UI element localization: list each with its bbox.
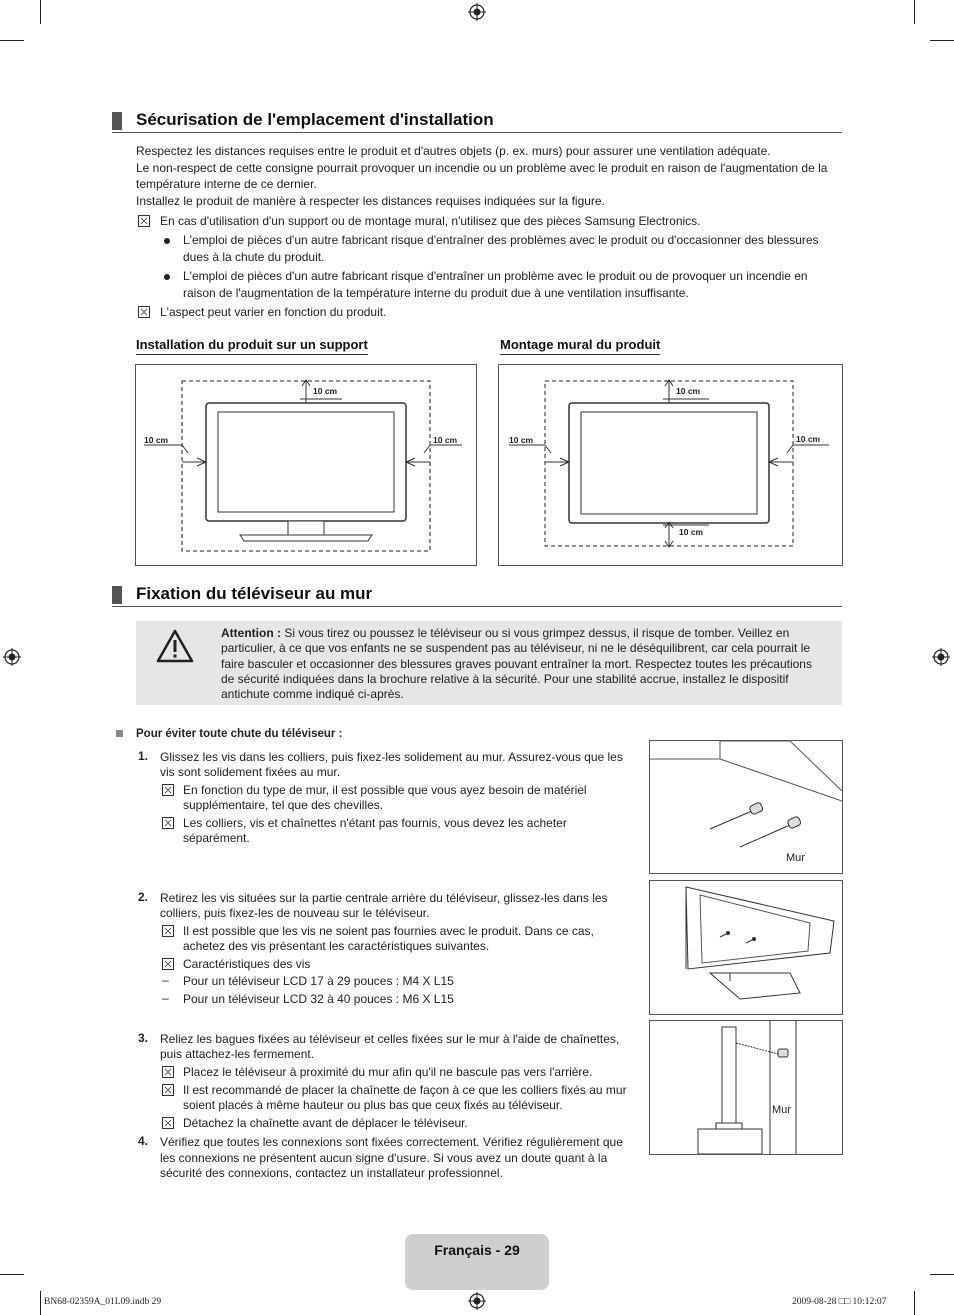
note-line: soient placés à même hauteur ou plus bas que ceux fixés au téléviseur.: [183, 1098, 563, 1112]
crop-mark: [914, 1291, 915, 1315]
note-line: Placez le téléviseur à proximité du mur afin qu'il ne bascule pas vers l'arrière.: [183, 1065, 593, 1079]
note-line: achetez des vis présentant les caractéristiques suivantes.: [183, 939, 490, 953]
intro-line: température interne de ce dernier.: [136, 177, 317, 191]
print-slug-right: 2009-08-28 □□ 10:12:07: [792, 1297, 887, 1307]
figure-title-stand: Installation du produit sur un support: [136, 337, 368, 355]
warning-line: de sécurité indiquées dans la brochure relative à la sécurité. Pour une stabilité accrue, installez le dispositif: [221, 672, 789, 686]
note-line: En fonction du type de mur, il est possible que vous ayez besoin de matériel: [183, 783, 587, 797]
note-line: Détachez la chaînette avant de déplacer le téléviseur.: [183, 1116, 468, 1130]
distance-label: 10 cm: [433, 435, 458, 445]
spec-line: Pour un téléviseur LCD 17 à 29 pouces : M4 X L15: [183, 974, 454, 988]
intro-line: Respectez les distances requises entre le produit et d'autres objets (p. ex. murs) pour assurer une ventilation adéquate.: [136, 144, 771, 158]
bullet-line: L'emploi de pièces d'un autre fabricant risque d'entraîner des problèmes avec le produit ou d'occasionner des blessures: [183, 233, 819, 247]
section-title: Fixation du téléviseur au mur: [136, 584, 373, 603]
tv-back-illustration: [649, 880, 843, 1015]
crop-mark: [0, 40, 24, 41]
registration-mark-icon: [468, 3, 486, 21]
wall-clearance-diagram: [498, 364, 843, 566]
bullet-line: raison de l'augmentation de la température interne du produit due à une ventilation insuffisante.: [183, 286, 689, 300]
crop-mark: [40, 1291, 41, 1315]
intro-line: Installez le produit de manière à respecter les distances requises indiquées sur la figure.: [136, 194, 605, 208]
stand-clearance-diagram: [135, 364, 477, 566]
distance-label: 10 cm: [144, 435, 169, 445]
step-line: sécurité des connexions, contactez un installateur professionnel.: [160, 1166, 503, 1180]
registration-mark-icon: [932, 648, 950, 666]
warning-line: [221, 625, 789, 641]
mur-label: Mur: [772, 1104, 791, 1116]
distance-label: 10 cm: [676, 386, 701, 396]
note-line: Il est possible que les vis ne soient pas fournies avec le produit. Dans ce cas,: [183, 924, 594, 938]
note-line: supplémentaire, tel que des chevilles.: [183, 798, 384, 812]
section-marker: [112, 112, 122, 130]
note-icon: [162, 784, 174, 796]
figure-title-wall: Montage mural du produit: [500, 337, 660, 355]
note-text: En cas d'utilisation d'un support ou de montage mural, n'utilisez que des pièces Samsung Electronics.: [160, 214, 701, 228]
page-number: Français - 29: [434, 1242, 520, 1258]
step-line: les connexions ne présentent aucun signe d'usure. Si vous avez un doute quant à la: [160, 1151, 608, 1165]
registration-mark-icon: [3, 648, 21, 666]
step-line: Glissez les vis dans les colliers, puis fixez-les solidement au mur. Assurez-vous que les: [160, 750, 623, 764]
distance-label: 10 cm: [796, 434, 821, 444]
dash-icon: –: [162, 991, 169, 1005]
note-line: Il est recommandé de placer la chaînette de façon à ce que les colliers fixés au mur: [183, 1083, 627, 1097]
warning-line: particulier, à ce que vos enfants ne se suspendent pas au téléviseur, ni ne le déséquilibrent, car cela pourrait le: [221, 641, 811, 655]
warning-text: Si vous tirez ou poussez le téléviseur ou si vous grimpez dessus, il risque de tomber. Veillez en: [284, 626, 790, 640]
warning-line: faire basculer et occasionner des blessures graves pouvant entraîner la mort. Respectez toutes les précautions: [221, 657, 812, 671]
note-icon: [138, 215, 150, 227]
step-number: 4.: [138, 1134, 149, 1148]
section-header: [112, 110, 842, 133]
note-line: Caractéristiques des vis: [183, 957, 311, 971]
distance-label: 10 cm: [509, 435, 534, 445]
bullet-icon: [164, 274, 170, 280]
note-line: Les colliers, vis et chaînettes n'étant pas fournis, vous devez les acheter: [183, 816, 567, 830]
bullet-icon: [164, 238, 170, 244]
subheading: Pour éviter toute chute du téléviseur :: [136, 728, 343, 740]
crop-mark: [0, 1274, 24, 1275]
note-icon: [162, 817, 174, 829]
intro-line: Le non-respect de cette consigne pourrait provoquer un incendie ou un problème avec le produit en raison de l'augmentation de la: [136, 161, 828, 175]
note-icon: [162, 1066, 174, 1078]
step-line: colliers, puis fixez-les de nouveau sur le téléviseur.: [160, 906, 430, 920]
crop-mark: [914, 0, 915, 24]
spec-line: Pour un téléviseur LCD 32 à 40 pouces : M6 X L15: [183, 992, 454, 1006]
step-number: 1.: [138, 749, 149, 763]
dash-icon: –: [162, 973, 169, 987]
note-icon: [138, 306, 150, 318]
wall-screws-illustration: [649, 740, 843, 874]
distance-label: 10 cm: [313, 386, 338, 396]
mur-label: Mur: [786, 852, 805, 864]
bullet-line: dues à la chute du produit.: [183, 250, 325, 264]
step-number: 2.: [138, 890, 149, 904]
step-line: vis sont solidement fixées au mur.: [160, 765, 341, 779]
registration-mark-icon: [468, 1292, 486, 1310]
crop-mark: [40, 0, 41, 24]
tv-chain-wall-illustration: [649, 1020, 843, 1155]
note-line: séparément.: [183, 831, 250, 845]
note-icon: [162, 1084, 174, 1096]
bullet-line: L'emploi de pièces d'un autre fabricant risque d'entraîner un problème avec le produit ou de provoquer un incendie en: [183, 269, 808, 283]
section-title: Sécurisation de l'emplacement d'installation: [136, 110, 494, 129]
section-header: [112, 584, 842, 607]
note-text: L'aspect peut varier en fonction du produit.: [160, 305, 387, 319]
step-line: puis attachez-les fermement.: [160, 1047, 315, 1061]
step-number: 3.: [138, 1031, 149, 1045]
step-line: Vérifiez que toutes les connexions sont fixées correctement. Vérifiez régulièrement que: [160, 1135, 623, 1149]
crop-mark: [930, 1274, 954, 1275]
warning-line: antichute comme indiqué ci-après.: [221, 687, 404, 701]
warning-label: Attention :: [221, 626, 281, 640]
warning-triangle-icon: [156, 629, 194, 663]
note-icon: [162, 1117, 174, 1129]
distance-label: 10 cm: [679, 527, 704, 537]
section-marker: [112, 586, 122, 604]
step-line: Reliez les bagues fixées au téléviseur et celles fixées sur le mur à l'aide de chaînettes,: [160, 1032, 620, 1046]
crop-mark: [930, 40, 954, 41]
note-icon: [162, 958, 174, 970]
square-bullet-icon: [116, 730, 123, 737]
print-slug-left: BN68-02359A_01L09.indb 29: [44, 1297, 162, 1307]
note-icon: [162, 925, 174, 937]
step-line: Retirez les vis situées sur la partie centrale arrière du téléviseur, glissez-les dans les: [160, 891, 608, 905]
